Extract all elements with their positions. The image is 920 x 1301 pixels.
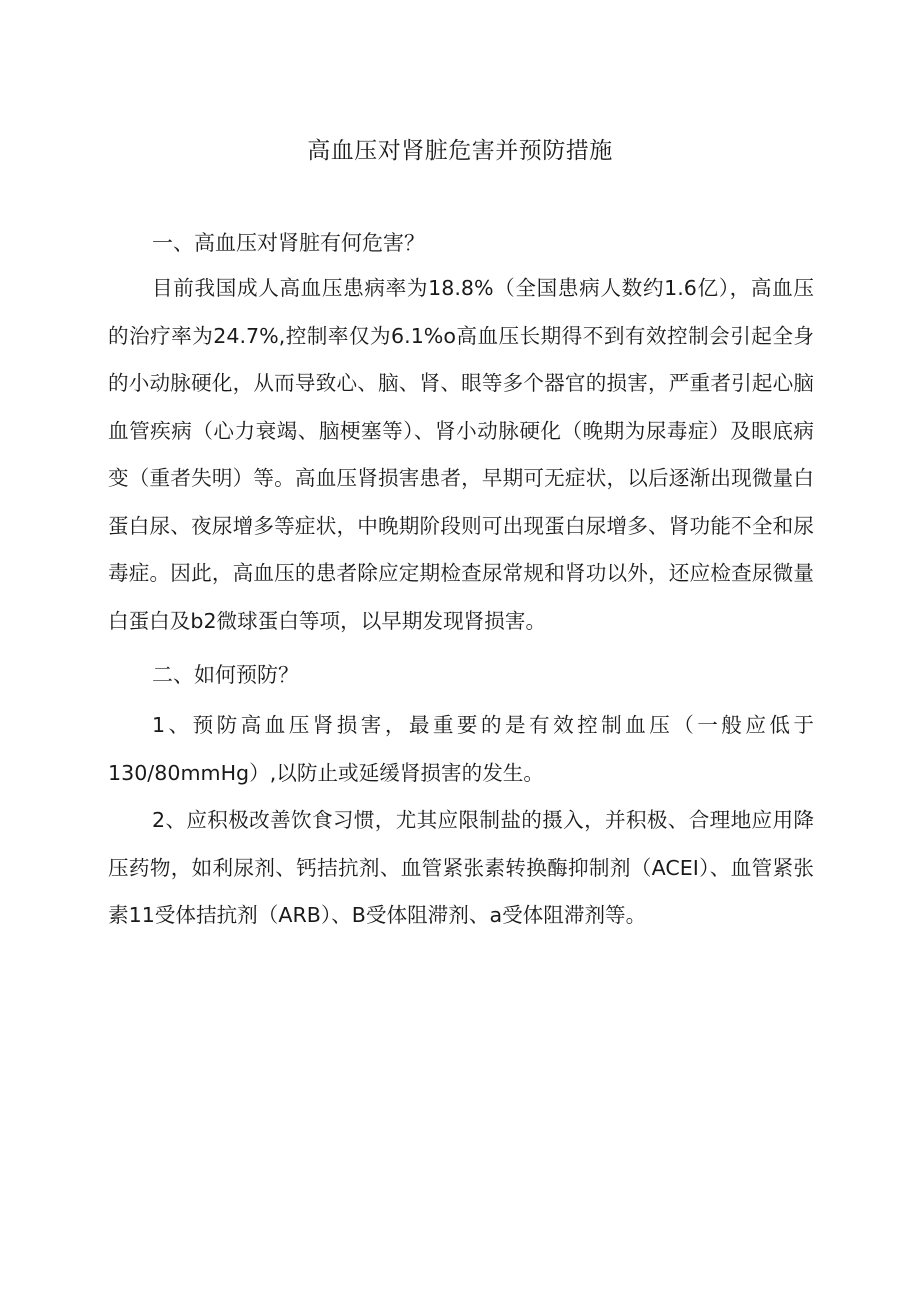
section-paragraph-harm: 目前我国成人高血压患病率为18.8%（全国患病人数约1.6亿），高血压的治疗率为24.7%,控制率仅为6.1%o高血压长期得不到有效控制会引起全身的小动脉硬化，从而导致心、脑、肾、眼等多个器官的损害，严重者引起心脑血管疾病（心力衰竭、脑梗塞等）、肾小动脉硬化（晚期为尿毒症）及眼底病变（重者失明）等。高血压肾损害患者，早期可无症状，以后逐渐出现微量白蛋白尿、夜尿增多等症状，中晚期阶段则可出现蛋白尿增多、肾功能不全和尿毒症。因此，高血压的患者除应定期检查尿常规和肾功以外，还应检查尿微量白蛋白及b2微球蛋白等项，以早期发现肾损害。: [108, 276, 814, 633]
prevention-item-2: 2、应积极改善饮食习惯，尤其应限制盐的摄入，并积极、合理地应用降压药物，如利尿剂、钙拮抗剂、血管紧张素转换酶抑制剂（ACEI）、血管紧张素11受体拮抗剂（ARB）、B受体阻滞剂、a受体阻滞剂等。: [108, 808, 814, 927]
section-heading-prevention: 二、如何预防？: [152, 663, 299, 687]
document-title: 高血压对肾脏危害并预防措施: [307, 138, 613, 164]
prevention-item-1: 1、预防高血压肾损害，最重要的是有效控制血压（一般应低于130∕80mmHg）,以防止或延缓肾损害的发生。: [108, 713, 814, 785]
section-heading-harm: 一、高血压对肾脏有何危害？: [152, 231, 425, 255]
